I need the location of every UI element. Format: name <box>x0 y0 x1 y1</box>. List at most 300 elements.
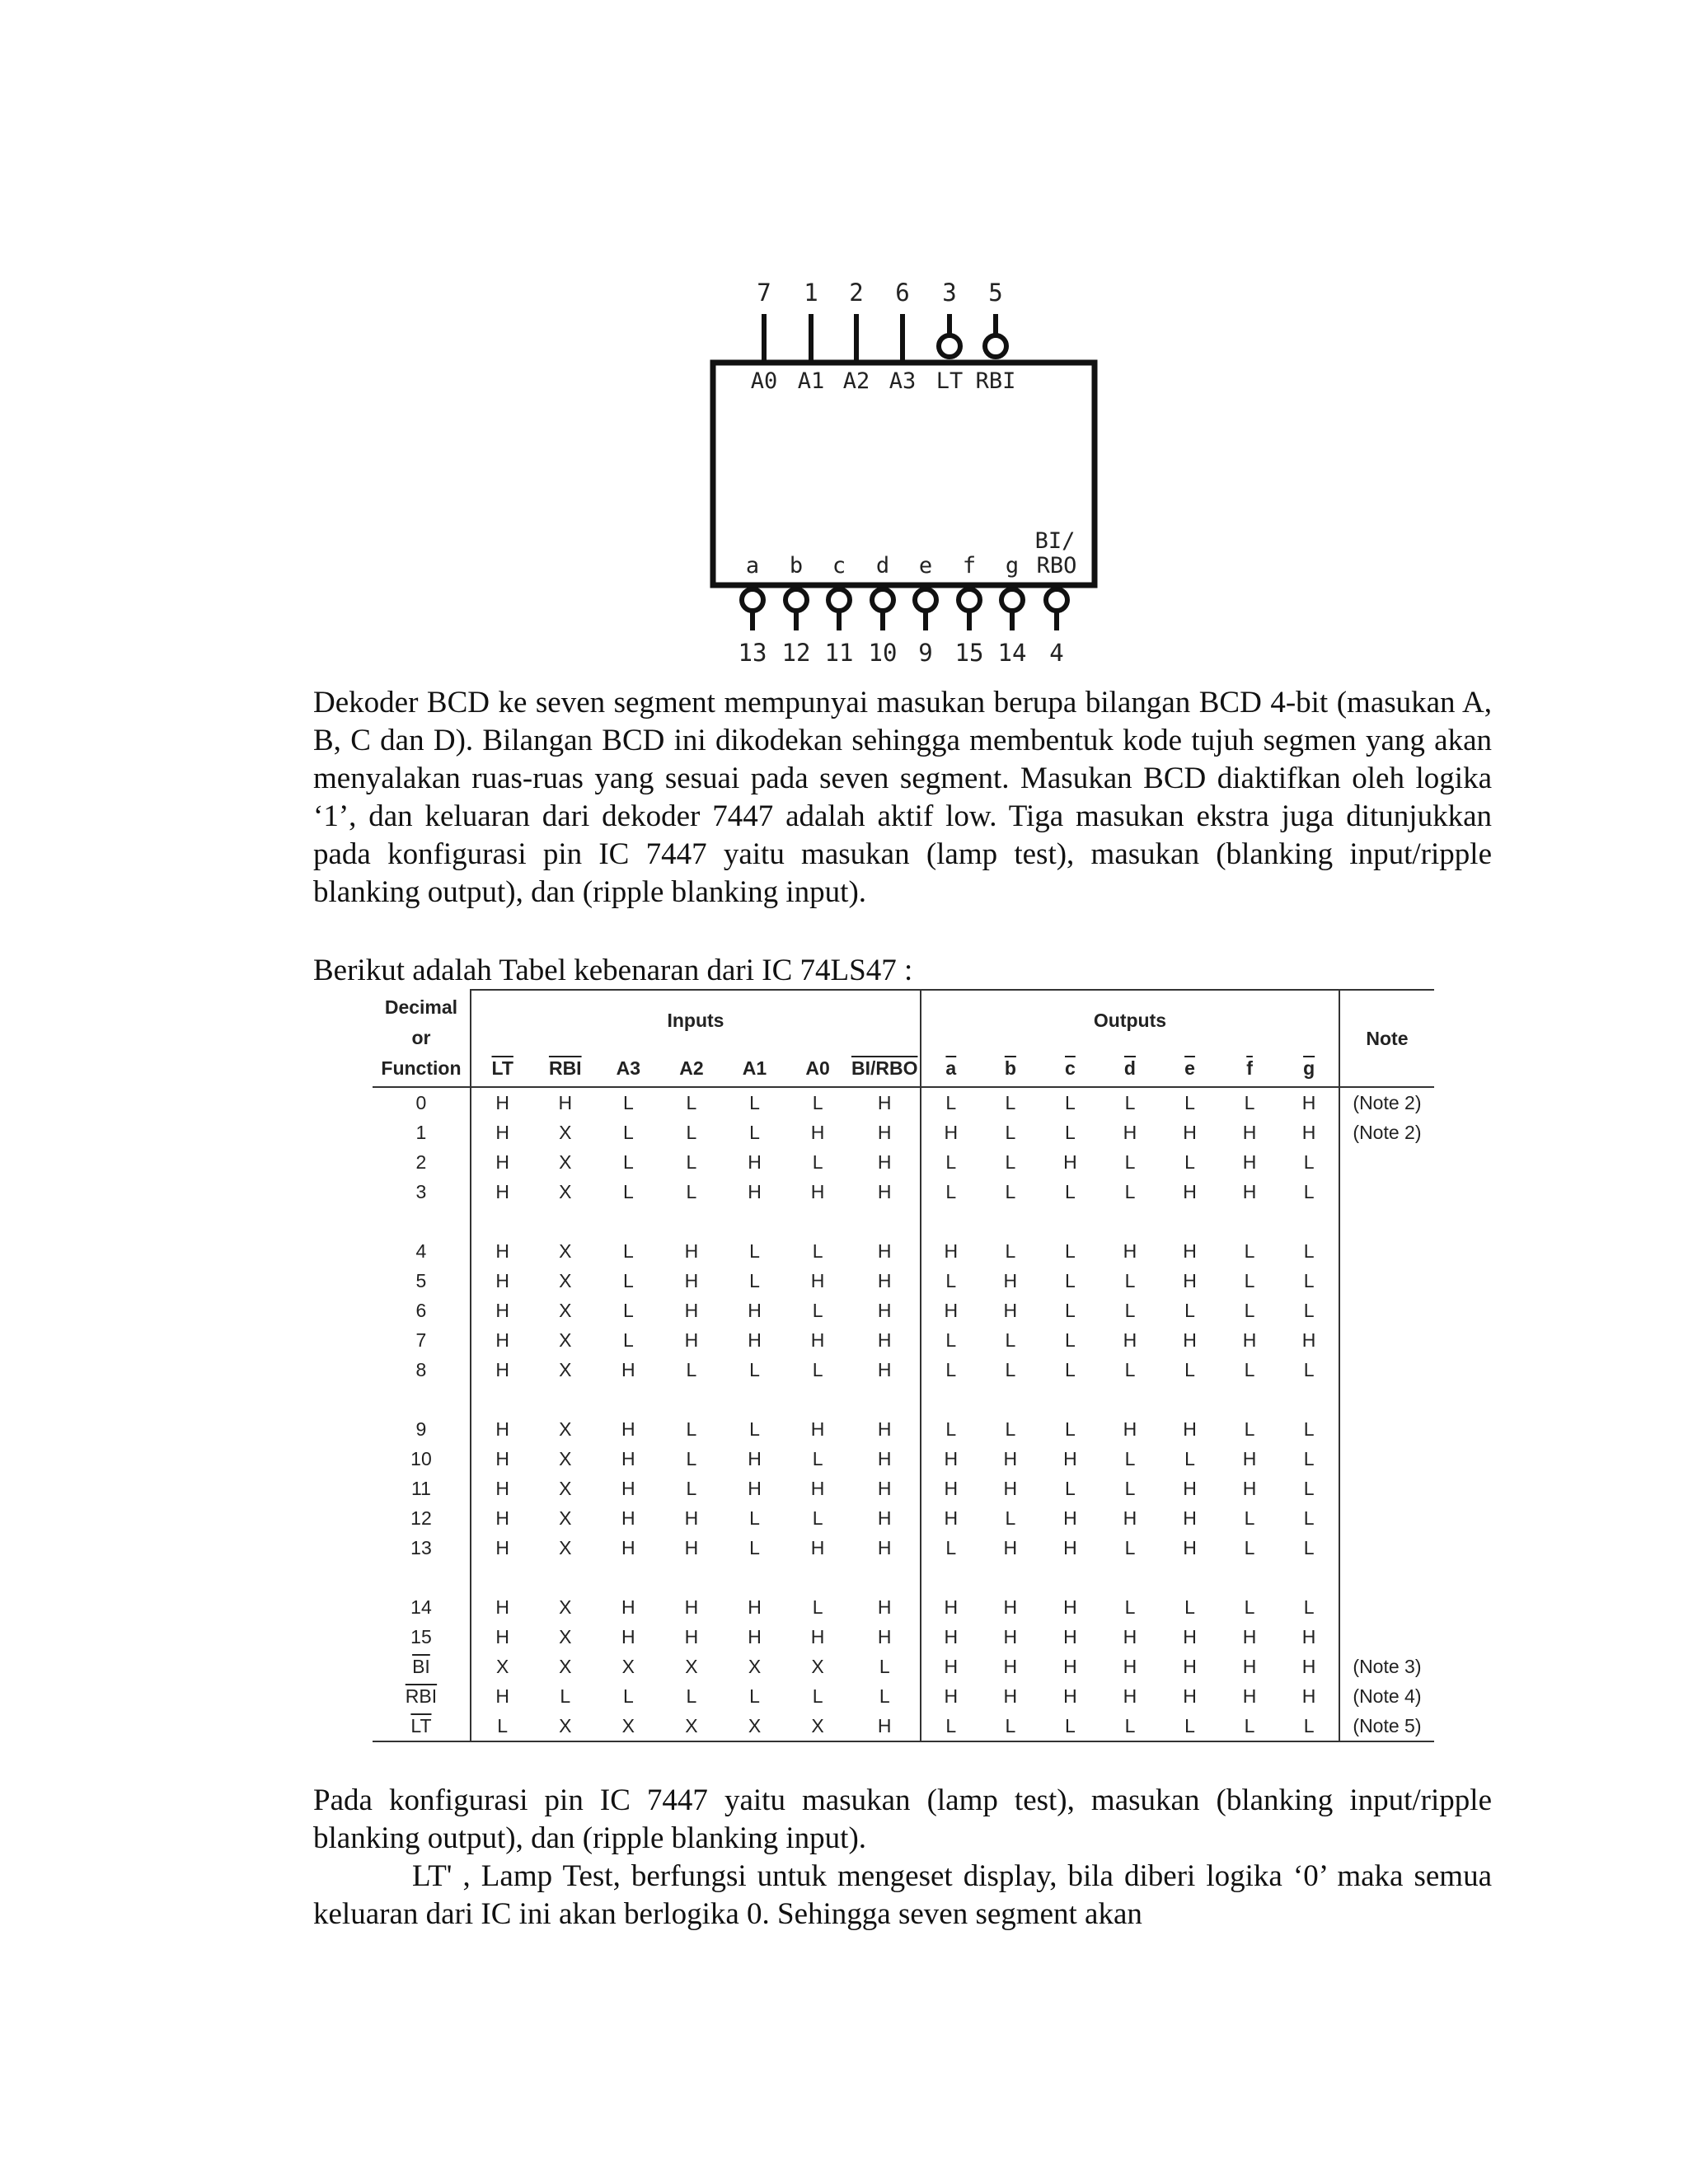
truth-table <box>373 989 1434 1742</box>
table-cell: L <box>921 1147 981 1177</box>
inversion-bubble <box>872 589 893 611</box>
table-cell: L <box>686 1358 697 1380</box>
top-pin-label: A3 <box>889 368 917 394</box>
top-pin-number: 3 <box>942 279 957 307</box>
table-cell: H <box>877 1358 892 1380</box>
table-cell: X <box>559 1180 572 1202</box>
table-row <box>373 1266 1434 1296</box>
row-label: 12 <box>410 1507 432 1529</box>
table-cell: H <box>748 1329 762 1351</box>
table-cell: L <box>812 1091 823 1113</box>
row-label: $\overline{LT}$ <box>373 1711 471 1741</box>
table-cell: H <box>558 1091 573 1113</box>
top-pin-label: A0 <box>750 368 778 394</box>
table-cell: L <box>749 1240 760 1262</box>
table-cell: H <box>810 1477 825 1499</box>
table-cell: L <box>471 1711 534 1741</box>
table-cell: H <box>621 1477 635 1499</box>
table-cell: H <box>1183 1625 1197 1647</box>
intro-paragraph: Dekoder BCD ke seven segment mempunyai masukan berupa bilangan BCD 4-bit (masukan A, B, C dan D). Bilangan BCD ini dikodekan sehingga membentuk kode tujuh segmen yang akan menyalakan ruas-ruas yang sesuai pada seven segment. Masukan BCD diaktifkan oleh logika ‘1’, dan keluaran dari dekoder 7447 adalah aktif low. Tiga masukan ekstra juga ditunjukkan pada konfigurasi pin IC 7447 yaitu masukan (lamp test), masukan (blanking input/ripple blanking output), dan (ripple blanking input). <box>313 686 1492 909</box>
row-note: (Note 2) <box>1339 1087 1434 1118</box>
row-note <box>1339 1414 1434 1444</box>
column-header-input: A2 <box>660 1050 724 1087</box>
table-cell: L <box>686 1477 697 1499</box>
table-cell: H <box>684 1269 699 1291</box>
table-cell: L <box>686 1418 697 1440</box>
table-cell: L <box>1124 1091 1136 1113</box>
table-cell: H <box>877 1536 892 1558</box>
lamp-test-paragraph: LT' , Lamp Test, berfungsi untuk mengeset display, bila diberi logika ‘0’ maka semua keluaran dari IC ini akan berlogika 0. Sehingga seven segment akan <box>313 1859 1492 1931</box>
top-pin-number: 7 <box>757 279 771 307</box>
table-cell: L <box>1005 1180 1016 1202</box>
table-cell: H <box>1242 1151 1257 1173</box>
table-cell: H <box>1063 1655 1077 1677</box>
table-cell: H <box>921 1118 981 1147</box>
table-cell: L <box>812 1240 823 1262</box>
table-cell: L <box>1124 1151 1136 1173</box>
table-cell: H <box>1183 1418 1197 1440</box>
table-cell: H <box>471 1118 534 1147</box>
bottom-pin-number: 9 <box>918 639 933 667</box>
table-cell: H <box>1183 1536 1197 1558</box>
table-cell: H <box>810 1329 825 1351</box>
table-cell: L <box>622 1299 634 1321</box>
table-cell: H <box>684 1299 699 1321</box>
table-cell: H <box>471 1236 534 1266</box>
table-cell: L <box>1244 1299 1255 1321</box>
row-note: (Note 5) <box>1339 1711 1434 1741</box>
column-header-input: $\overline{LT}$ <box>471 1050 534 1087</box>
table-cell: L <box>1124 1536 1136 1558</box>
table-cell: L <box>1184 1596 1195 1618</box>
table-cell: H <box>1003 1596 1018 1618</box>
top-pin-label: A2 <box>842 368 870 394</box>
table-cell: H <box>1123 1507 1137 1529</box>
table-cell: L <box>1005 1507 1016 1529</box>
table-cell: H <box>471 1474 534 1503</box>
table-cell: L <box>1005 1091 1016 1113</box>
table-cell: L <box>622 1151 634 1173</box>
table-cell: H <box>684 1625 699 1647</box>
bottom-pin-number: 4 <box>1049 639 1064 667</box>
table-cell: H <box>1063 1536 1077 1558</box>
row-note <box>1339 1147 1434 1177</box>
table-cell: L <box>812 1299 823 1321</box>
table-cell: H <box>877 1418 892 1440</box>
table-cell: H <box>810 1418 825 1440</box>
table-cell: H <box>748 1625 762 1647</box>
table-gap-row <box>373 1207 1434 1236</box>
table-cell: X <box>660 1711 724 1741</box>
table-cell: L <box>1303 1507 1315 1529</box>
table-cell: L <box>1124 1269 1136 1291</box>
header-or: or <box>411 1027 431 1048</box>
table-cell: H <box>1003 1447 1018 1469</box>
table-cell: H <box>748 1180 762 1202</box>
column-header-input: A1 <box>723 1050 786 1087</box>
table-cell: X <box>748 1655 762 1677</box>
pin-config-paragraph: Pada konfigurasi pin IC 7447 yaitu masukan (lamp test), masukan (blanking input/ripple blanking output), dan (ripple blanking input). <box>313 1783 1492 1855</box>
table-cell: L <box>622 1121 634 1143</box>
bi-rbo-label-line2: RBO <box>1036 553 1077 579</box>
table-cell: L <box>749 1418 760 1440</box>
table-cell: L <box>1124 1358 1136 1380</box>
table-cell: H <box>921 1236 981 1266</box>
table-cell: H <box>1301 1625 1316 1647</box>
top-pin-number: 6 <box>895 279 910 307</box>
table-cell: L <box>560 1685 571 1707</box>
inversion-bubble <box>828 589 850 611</box>
table-cell: L <box>812 1151 823 1173</box>
table-cell: H <box>1242 1655 1257 1677</box>
table-cell: L <box>921 1266 981 1296</box>
table-cell: X <box>559 1418 572 1440</box>
table-cell: L <box>812 1447 823 1469</box>
table-cell: X <box>559 1596 572 1618</box>
table-cell: H <box>1063 1507 1077 1529</box>
top-pin-number: 1 <box>804 279 818 307</box>
table-cell: L <box>1005 1240 1016 1262</box>
table-cell: H <box>471 1681 534 1711</box>
table-cell: H <box>877 1121 892 1143</box>
table-cell: L <box>749 1358 760 1380</box>
column-header-input: A3 <box>597 1050 660 1087</box>
table-cell: H <box>1003 1269 1018 1291</box>
row-note: (Note 3) <box>1339 1652 1434 1681</box>
table-cell: H <box>1301 1655 1316 1677</box>
table-row <box>373 1236 1434 1266</box>
table-cell: H <box>1183 1477 1197 1499</box>
table-cell: H <box>621 1507 635 1529</box>
row-note <box>1339 1444 1434 1474</box>
bottom-pin-label: e <box>918 553 933 579</box>
table-cell: L <box>1124 1180 1136 1202</box>
column-header-input: $\overline{RBI}$ <box>533 1050 597 1087</box>
table-cell: H <box>1123 1625 1137 1647</box>
table-cell: L <box>1244 1507 1255 1529</box>
table-cell: L <box>1124 1447 1136 1469</box>
bottom-pin-number: 13 <box>738 639 767 667</box>
row-note <box>1339 1592 1434 1622</box>
table-cell: X <box>786 1711 850 1741</box>
row-label: 13 <box>410 1536 432 1558</box>
table-row <box>373 1118 1434 1147</box>
bottom-pin-number: 11 <box>824 639 854 667</box>
bi-rbo-label-line1: BI/ <box>1034 528 1076 554</box>
table-cell: H <box>1123 1240 1137 1262</box>
table-cell: L <box>749 1507 760 1529</box>
table-cell: L <box>622 1269 634 1291</box>
table-cell: L <box>622 1091 634 1113</box>
table-row <box>373 1087 1434 1118</box>
table-cell: H <box>1063 1625 1077 1647</box>
table-cell: L <box>622 1685 634 1707</box>
table-cell: L <box>879 1685 890 1707</box>
table-cell: L <box>622 1240 634 1262</box>
table-cell: H <box>1003 1477 1018 1499</box>
row-note: (Note 2) <box>1339 1118 1434 1147</box>
row-label: 6 <box>415 1299 427 1321</box>
table-cell: H <box>1183 1121 1197 1143</box>
table-cell: X <box>559 1655 572 1677</box>
table-cell: L <box>1303 1596 1315 1618</box>
inversion-bubble <box>915 589 936 611</box>
bottom-pin-number: 14 <box>997 639 1027 667</box>
header-note: Note <box>1339 990 1434 1087</box>
inversion-bubble <box>985 335 1006 357</box>
row-note <box>1339 1622 1434 1652</box>
table-cell: X <box>559 1477 572 1499</box>
table-cell: H <box>877 1180 892 1202</box>
table-cell: L <box>1124 1477 1136 1499</box>
table-cell: L <box>921 1711 981 1741</box>
table-cell: L <box>749 1121 760 1143</box>
table-cell: L <box>686 1151 697 1173</box>
truth-table-container <box>373 989 1434 1742</box>
table-cell: L <box>1303 1180 1315 1202</box>
table-cell: H <box>471 1087 534 1118</box>
table-cell: H <box>471 1355 534 1385</box>
ic-7447-pin-diagram <box>701 276 1113 672</box>
table-row <box>373 1622 1434 1652</box>
table-cell: X <box>559 1536 572 1558</box>
row-note <box>1339 1325 1434 1355</box>
table-cell: L <box>812 1596 823 1618</box>
bottom-pin-label: b <box>789 553 804 579</box>
table-cell: H <box>877 1507 892 1529</box>
table-cell: X <box>559 1329 572 1351</box>
row-label: 3 <box>415 1180 427 1202</box>
table-cell: L <box>1065 1121 1076 1143</box>
table-cell: H <box>877 1596 892 1618</box>
table-cell: L <box>921 1533 981 1563</box>
table-cell: H <box>471 1147 534 1177</box>
inversion-bubble <box>1001 589 1023 611</box>
row-note <box>1339 1474 1434 1503</box>
table-cell: L <box>1303 1447 1315 1469</box>
table-cell: H <box>877 1447 892 1469</box>
table-cell: H <box>1301 1685 1316 1707</box>
table-cell: H <box>877 1091 892 1113</box>
top-pin-number: 2 <box>849 279 864 307</box>
table-cell: X <box>559 1625 572 1647</box>
row-label: 7 <box>415 1329 427 1351</box>
table-cell: H <box>1003 1655 1018 1677</box>
table-cell: H <box>1123 1655 1137 1677</box>
table-row <box>373 1503 1434 1533</box>
column-header-output: $\overline{c}$ <box>1040 1050 1100 1087</box>
table-cell: H <box>1242 1329 1257 1351</box>
table-cell: L <box>921 1177 981 1207</box>
column-header-output: $\overline{e}$ <box>1160 1050 1220 1087</box>
table-gap-row <box>373 1563 1434 1592</box>
inversion-bubble <box>785 589 807 611</box>
header-function: Function <box>381 1057 462 1079</box>
row-label: 8 <box>415 1358 427 1380</box>
bottom-pin-label: f <box>962 553 977 579</box>
table-cell: H <box>684 1596 699 1618</box>
top-pin-number: 5 <box>988 279 1003 307</box>
table-cell: H <box>1183 1180 1197 1202</box>
table-cell: H <box>849 1711 921 1741</box>
table-cell: L <box>812 1507 823 1529</box>
table-cell: H <box>1183 1269 1197 1291</box>
table-cell: L <box>1244 1418 1255 1440</box>
table-row <box>373 1711 1434 1741</box>
table-cell: L <box>1065 1091 1076 1113</box>
table-cell: L <box>686 1447 697 1469</box>
table-cell: H <box>471 1444 534 1474</box>
table-cell: L <box>686 1121 697 1143</box>
row-label: 4 <box>415 1240 427 1262</box>
table-cell: H <box>748 1151 762 1173</box>
row-label: 11 <box>411 1477 431 1499</box>
row-label: $\overline{RBI}$ <box>405 1685 438 1707</box>
table-cell: L <box>1220 1711 1280 1741</box>
table-cell: H <box>877 1240 892 1262</box>
row-label: 14 <box>410 1596 432 1618</box>
table-cell: L <box>622 1329 634 1351</box>
bottom-pin-label: a <box>745 553 760 579</box>
table-cell: H <box>621 1536 635 1558</box>
table-cell: H <box>471 1592 534 1622</box>
row-note <box>1339 1236 1434 1266</box>
bottom-pin-label: d <box>875 553 890 579</box>
table-row <box>373 1681 1434 1711</box>
top-pin-label: RBI <box>975 368 1016 394</box>
table-cell: H <box>1063 1151 1077 1173</box>
table-row <box>373 1296 1434 1325</box>
table-cell: L <box>1279 1711 1339 1741</box>
table-row <box>373 1325 1434 1355</box>
table-cell: H <box>921 1681 981 1711</box>
table-caption: Berikut adalah Tabel kebenaran dari IC 74LS47 : <box>313 954 913 987</box>
table-cell: H <box>748 1299 762 1321</box>
table-cell: H <box>1242 1685 1257 1707</box>
table-cell: L <box>921 1087 981 1118</box>
table-cell: H <box>921 1652 981 1681</box>
table-cell: L <box>686 1180 697 1202</box>
table-cell: H <box>1242 1625 1257 1647</box>
table-cell: L <box>1065 1358 1076 1380</box>
bottom-pin-number: 12 <box>781 639 811 667</box>
table-cell: L <box>1244 1240 1255 1262</box>
table-cell: L <box>812 1685 823 1707</box>
table-cell: X <box>559 1121 572 1143</box>
table-cell: L <box>749 1536 760 1558</box>
table-cell: L <box>921 1355 981 1385</box>
table-cell: H <box>748 1447 762 1469</box>
table-cell: L <box>981 1711 1041 1741</box>
table-cell: L <box>1244 1091 1255 1113</box>
table-cell: L <box>749 1685 760 1707</box>
table-cell: L <box>1124 1596 1136 1618</box>
table-cell: X <box>559 1299 572 1321</box>
table-cell: L <box>1005 1358 1016 1380</box>
column-header-output: $\overline{g}$ <box>1279 1050 1339 1087</box>
table-cell: H <box>621 1418 635 1440</box>
row-note <box>1339 1503 1434 1533</box>
table-cell: X <box>723 1711 786 1741</box>
table-row <box>373 1147 1434 1177</box>
table-cell: L <box>1065 1418 1076 1440</box>
table-cell: H <box>810 1180 825 1202</box>
table-row <box>373 1652 1434 1681</box>
table-cell: H <box>1123 1685 1137 1707</box>
table-cell: L <box>1005 1329 1016 1351</box>
column-header-output: $\overline{a}$ <box>921 1050 981 1087</box>
table-gap-row <box>373 1385 1434 1414</box>
table-cell: H <box>1183 1507 1197 1529</box>
header-decimal: Decimal <box>384 996 458 1018</box>
table-cell: H <box>1123 1418 1137 1440</box>
table-cell: H <box>1063 1685 1077 1707</box>
table-cell: L <box>749 1091 760 1113</box>
row-label: 2 <box>415 1151 427 1173</box>
row-label: 0 <box>415 1091 427 1113</box>
row-label: 1 <box>415 1121 427 1143</box>
table-cell: H <box>1063 1596 1077 1618</box>
table-cell: L <box>1244 1596 1255 1618</box>
table-cell: H <box>1003 1625 1018 1647</box>
table-row <box>373 1444 1434 1474</box>
table-cell: H <box>748 1477 762 1499</box>
table-row <box>373 1533 1434 1563</box>
table-cell: X <box>559 1151 572 1173</box>
table-cell: X <box>621 1655 635 1677</box>
table-cell: H <box>1242 1477 1257 1499</box>
table-cell: H <box>1183 1240 1197 1262</box>
table-cell: L <box>1040 1711 1100 1741</box>
table-cell: L <box>622 1180 634 1202</box>
table-cell: H <box>1183 1329 1197 1351</box>
table-cell: H <box>621 1447 635 1469</box>
table-cell: H <box>471 1622 534 1652</box>
row-label: 9 <box>415 1418 427 1440</box>
table-cell: H <box>1003 1299 1018 1321</box>
table-cell: H <box>684 1329 699 1351</box>
table-cell: L <box>1065 1477 1076 1499</box>
row-note: (Note 4) <box>1339 1681 1434 1711</box>
table-cell: H <box>921 1622 981 1652</box>
table-cell: L <box>1303 1240 1315 1262</box>
top-pin-label: A1 <box>797 368 825 394</box>
table-cell: X <box>811 1655 824 1677</box>
table-cell: L <box>1065 1329 1076 1351</box>
table-cell: X <box>559 1358 572 1380</box>
inversion-bubble <box>939 335 960 357</box>
column-header-output: $\overline{b}$ <box>981 1050 1041 1087</box>
row-label: 10 <box>410 1447 432 1469</box>
table-cell: H <box>921 1503 981 1533</box>
table-cell: L <box>1184 1299 1195 1321</box>
table-cell: L <box>1184 1151 1195 1173</box>
table-cell: H <box>921 1592 981 1622</box>
table-cell: X <box>559 1447 572 1469</box>
header-decimal-or-function <box>373 990 471 1087</box>
table-cell: H <box>471 1177 534 1207</box>
table-cell: L <box>1303 1477 1315 1499</box>
table-cell: L <box>1244 1536 1255 1558</box>
table-cell: H <box>471 1503 534 1533</box>
row-label: 5 <box>415 1269 427 1291</box>
table-row <box>373 1592 1434 1622</box>
header-outputs: Outputs <box>921 990 1339 1050</box>
table-row <box>373 1414 1434 1444</box>
table-row <box>373 1474 1434 1503</box>
table-row <box>373 1177 1434 1207</box>
table-cell: L <box>921 1325 981 1355</box>
